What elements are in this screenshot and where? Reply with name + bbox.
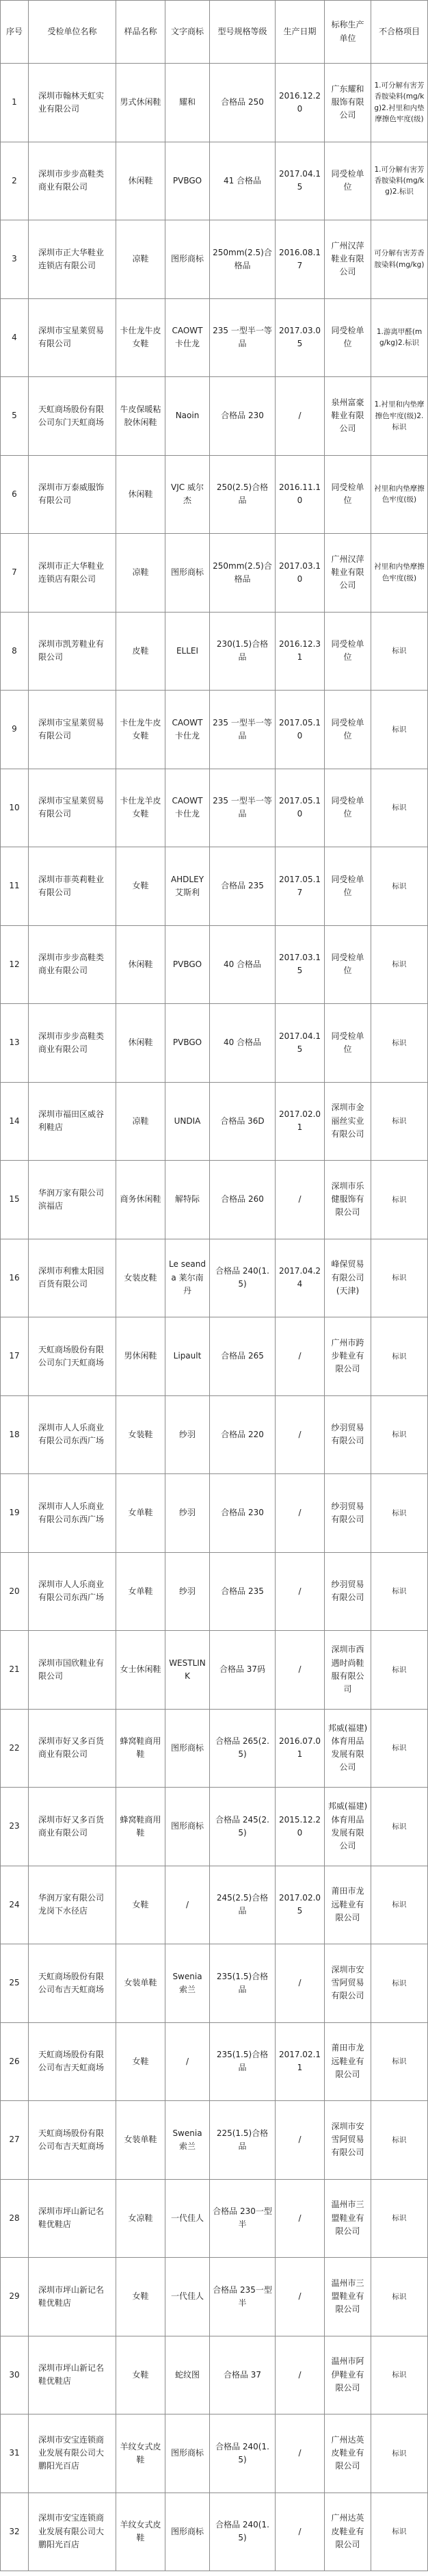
cell-date: 2016.11.10 (276, 456, 325, 534)
cell-sample: 女鞋 (116, 2336, 165, 2415)
cell-model: 合格品 265 (210, 1317, 276, 1396)
cell-failed: 标识 (371, 613, 428, 691)
table-row (1, 64, 428, 142)
cell-seq: 28 (1, 2180, 29, 2258)
cell-failed: 1.游离甲醛(mg/kg)2.标识 (371, 299, 428, 378)
header-brand: 文字商标 (165, 1, 210, 64)
cell-producer: 广州达英皮鞋业有限公司 (325, 2414, 371, 2493)
cell-producer: 深圳市西遇时尚鞋服有限公司 (325, 1631, 371, 1710)
cell-producer: 温州市三盟鞋业有限公司 (325, 2180, 371, 2258)
cell-failed: 1.可分解有害芳香胺染料(mg/kg)2.标识 (371, 142, 428, 221)
cell-failed: 标识 (371, 1161, 428, 1239)
cell-failed: 标识 (371, 1631, 428, 1710)
cell-sample: 女鞋 (116, 1866, 165, 1945)
cell-failed: 标识 (371, 769, 428, 848)
cell-sample: 休闲鞋 (116, 926, 165, 1005)
cell-model: 合格品 235一型半 (210, 2258, 276, 2336)
cell-model: 合格品 37 (210, 2336, 276, 2415)
cell-seq: 10 (1, 769, 29, 848)
cell-date: / (276, 2258, 325, 2336)
cell-seq: 20 (1, 1553, 29, 1632)
cell-model: 250mm(2.5)合格品 (210, 534, 276, 613)
cell-producer: 同受检单位 (325, 142, 371, 221)
cell-seq: 11 (1, 847, 29, 926)
cell-producer: 邦威(福建)体育用品发展有限公司 (325, 1710, 371, 1788)
cell-brand: 纱羽 (165, 1396, 210, 1475)
cell-producer: 同受检单位 (325, 456, 371, 534)
cell-brand: 图形商标 (165, 1710, 210, 1788)
cell-unit: 深圳市步步高鞋类商业有限公司 (29, 142, 116, 221)
cell-date: 2016.08.17 (276, 220, 325, 299)
cell-failed: 标识 (371, 1788, 428, 1866)
cell-sample: 皮鞋 (116, 613, 165, 691)
cell-producer: 泉州富豪鞋业有限公司 (325, 377, 371, 456)
header-unit: 受检单位名称 (29, 1, 116, 64)
table-row (1, 1710, 428, 1788)
cell-failed: 标识 (371, 926, 428, 1005)
cell-unit: 深圳市翰林天虹实业有限公司 (29, 64, 116, 142)
cell-failed: 标识 (371, 2336, 428, 2415)
table-row (1, 2414, 428, 2493)
cell-producer: 深圳市金丽丝实业有限公司 (325, 1083, 371, 1161)
cell-seq: 22 (1, 1710, 29, 1788)
cell-producer: 纱羽贸易有限公司 (325, 1474, 371, 1553)
cell-date: 2017.02.01 (276, 1083, 325, 1161)
cell-failed: 1.可分解有害芳香胺染料(mg/kg)2.衬里和内垫摩擦色牢度(级) (371, 64, 428, 142)
cell-model: 合格品 250 (210, 64, 276, 142)
table-row (1, 613, 428, 691)
table-row (1, 1083, 428, 1161)
cell-sample: 休闲鞋 (116, 456, 165, 534)
cell-model: 235(1.5)合格品 (210, 1944, 276, 2023)
cell-model: 230(1.5)合格品 (210, 613, 276, 691)
table-row (1, 2493, 428, 2572)
cell-model: 合格品 36D (210, 1083, 276, 1161)
cell-sample: 凉鞋 (116, 1083, 165, 1161)
cell-brand: ELLEI (165, 613, 210, 691)
cell-model: 合格品 235 (210, 847, 276, 926)
cell-failed: 标识 (371, 1474, 428, 1553)
cell-brand: WESTLINK (165, 1631, 210, 1710)
cell-sample: 女凉鞋 (116, 2180, 165, 2258)
cell-brand: 纱羽 (165, 1474, 210, 1553)
cell-seq: 1 (1, 64, 29, 142)
table-row (1, 456, 428, 534)
cell-producer: 同受检单位 (325, 847, 371, 926)
cell-date: / (276, 2101, 325, 2180)
table-row (1, 1788, 428, 1866)
cell-brand: CAOWT 卡仕龙 (165, 691, 210, 769)
cell-sample: 凉鞋 (116, 220, 165, 299)
cell-producer: 广州达英皮鞋业有限公司 (325, 2493, 371, 2572)
cell-seq: 16 (1, 1239, 29, 1318)
cell-model: 合格品 230 (210, 377, 276, 456)
cell-date: 2017.04.15 (276, 1004, 325, 1083)
cell-sample: 男式休闲鞋 (116, 64, 165, 142)
cell-date: 2017.02.05 (276, 1866, 325, 1945)
cell-unit: 深圳市人人乐商业有限公司东西广场 (29, 1553, 116, 1632)
cell-unit: 深圳市宝星莱贸易有限公司 (29, 691, 116, 769)
table-row (1, 2180, 428, 2258)
cell-seq: 30 (1, 2336, 29, 2415)
cell-unit: 深圳市坪山新记名鞋优鞋店 (29, 2258, 116, 2336)
cell-sample: 蜂窝鞋商用鞋 (116, 1710, 165, 1788)
cell-producer: 纱羽贸易有限公司 (325, 1396, 371, 1475)
cell-producer: 莆田市龙远鞋业有限公司 (325, 1866, 371, 1945)
table-row (1, 926, 428, 1005)
table-row (1, 1317, 428, 1396)
cell-producer: 邦威(福建)体育用品发展有限公司 (325, 1788, 371, 1866)
cell-sample: 卡仕龙牛皮女鞋 (116, 691, 165, 769)
cell-unit: 深圳市安宝连锁商业发展有限公司大鹏阳光百店 (29, 2493, 116, 2572)
cell-unit: 深圳市凯芳鞋业有限公司 (29, 613, 116, 691)
cell-sample: 女装单鞋 (116, 1944, 165, 2023)
cell-seq: 6 (1, 456, 29, 534)
cell-seq: 8 (1, 613, 29, 691)
cell-model: 合格品 230一型半 (210, 2180, 276, 2258)
cell-sample: 女装皮鞋 (116, 1239, 165, 1318)
cell-producer: 同受检单位 (325, 691, 371, 769)
cell-date: 2016.12.31 (276, 613, 325, 691)
cell-date: / (276, 2180, 325, 2258)
cell-failed: 标识 (371, 1944, 428, 2023)
cell-unit: 深圳市宝星莱贸易有限公司 (29, 299, 116, 378)
cell-brand: 图形商标 (165, 220, 210, 299)
table-row (1, 220, 428, 299)
cell-producer: 同受检单位 (325, 613, 371, 691)
cell-unit: 天虹商场股份有限公司布吉天虹商场 (29, 1944, 116, 2023)
cell-brand: 图形商标 (165, 2414, 210, 2493)
cell-sample: 女鞋 (116, 2023, 165, 2102)
cell-brand: 蛇纹图 (165, 2336, 210, 2415)
cell-unit: 深圳市利雅太阳园百货有限公司 (29, 1239, 116, 1318)
cell-model: 合格品 245(2.5) (210, 1788, 276, 1866)
cell-brand: VJC 威尔杰 (165, 456, 210, 534)
cell-producer: 峰保贸易有限公司(天津) (325, 1239, 371, 1318)
cell-sample: 商务休闲鞋 (116, 1161, 165, 1239)
cell-seq: 3 (1, 220, 29, 299)
cell-sample: 卡仕龙羊皮女鞋 (116, 769, 165, 848)
cell-brand: Le seanda 莱尔南丹 (165, 1239, 210, 1318)
cell-producer: 同受检单位 (325, 926, 371, 1005)
cell-date: / (276, 1474, 325, 1553)
cell-brand: PVBGO (165, 142, 210, 221)
cell-model: 合格品 240(1.5) (210, 2414, 276, 2493)
table-row (1, 377, 428, 456)
cell-date: / (276, 2336, 325, 2415)
table-row (1, 2101, 428, 2180)
table-row (1, 534, 428, 613)
cell-brand: / (165, 2023, 210, 2102)
cell-brand: 一代佳人 (165, 2258, 210, 2336)
cell-date: / (276, 1553, 325, 1632)
cell-date: 2016.12.20 (276, 64, 325, 142)
table-row (1, 1004, 428, 1083)
table-row (1, 2023, 428, 2102)
cell-brand: 纱羽 (165, 1553, 210, 1632)
cell-seq: 31 (1, 2414, 29, 2493)
cell-sample: 女装鞋 (116, 1396, 165, 1475)
cell-sample: 蜂窝鞋商用鞋 (116, 1788, 165, 1866)
cell-producer: 广东耀和服饰有限公司 (325, 64, 371, 142)
cell-model: 合格品 220 (210, 1396, 276, 1475)
cell-date: 2017.02.11 (276, 2023, 325, 2102)
cell-brand: / (165, 1866, 210, 1945)
cell-model: 合格品 230 (210, 1474, 276, 1553)
cell-date: / (276, 2493, 325, 2572)
cell-seq: 26 (1, 2023, 29, 2102)
cell-failed: 标识 (371, 1239, 428, 1318)
cell-unit: 华润万家有限公司滨福店 (29, 1161, 116, 1239)
table-row (1, 1866, 428, 1945)
cell-unit: 深圳市坪山新记名鞋优鞋店 (29, 2336, 116, 2415)
cell-failed: 可分解有害芳香胺染料(mg/kg) (371, 220, 428, 299)
cell-date: 2017.05.10 (276, 769, 325, 848)
table-row (1, 299, 428, 378)
cell-date: 2017.03.05 (276, 299, 325, 378)
cell-sample: 牛皮保暖粘胶休闲鞋 (116, 377, 165, 456)
cell-failed: 标识 (371, 2180, 428, 2258)
cell-brand: 图形商标 (165, 1788, 210, 1866)
cell-seq: 12 (1, 926, 29, 1005)
cell-seq: 14 (1, 1083, 29, 1161)
cell-seq: 29 (1, 2258, 29, 2336)
cell-model: 250(2.5)合格品 (210, 456, 276, 534)
table-row (1, 142, 428, 221)
cell-date: / (276, 1944, 325, 2023)
cell-seq: 7 (1, 534, 29, 613)
header-sample: 样品名称 (116, 1, 165, 64)
header-seq: 序号 (1, 1, 29, 64)
cell-model: 235 一型半一等品 (210, 769, 276, 848)
cell-date: / (276, 1317, 325, 1396)
cell-date: / (276, 1396, 325, 1475)
cell-model: 235 一型半一等品 (210, 299, 276, 378)
cell-brand: 图形商标 (165, 534, 210, 613)
cell-seq: 13 (1, 1004, 29, 1083)
table-row (1, 769, 428, 848)
cell-producer: 纱羽贸易有限公司 (325, 1553, 371, 1632)
cell-unit: 深圳市万泰威服饰有限公司 (29, 456, 116, 534)
cell-sample: 女鞋 (116, 2258, 165, 2336)
cell-failed: 标识 (371, 1553, 428, 1632)
cell-producer: 广州汉萍鞋业有限公司 (325, 534, 371, 613)
cell-seq: 9 (1, 691, 29, 769)
cell-failed: 标识 (371, 2101, 428, 2180)
cell-model: 合格品 260 (210, 1161, 276, 1239)
cell-seq: 5 (1, 377, 29, 456)
cell-failed: 标识 (371, 1317, 428, 1396)
table-row (1, 1161, 428, 1239)
cell-model: 合格品 37码 (210, 1631, 276, 1710)
cell-unit: 天虹商场股份有限公司布吉天虹商场 (29, 2101, 116, 2180)
cell-brand: 解特际 (165, 1161, 210, 1239)
cell-sample: 羊纹女式皮鞋 (116, 2493, 165, 2572)
cell-unit: 深圳市福田区威谷利鞋店 (29, 1083, 116, 1161)
cell-brand: 图形商标 (165, 2493, 210, 2572)
cell-date: 2015.12.20 (276, 1788, 325, 1866)
cell-date: 2017.04.15 (276, 142, 325, 221)
cell-sample: 女单鞋 (116, 1474, 165, 1553)
cell-seq: 4 (1, 299, 29, 378)
cell-failed: 标识 (371, 2414, 428, 2493)
table-row (1, 2258, 428, 2336)
cell-date: 2016.07.01 (276, 1710, 325, 1788)
cell-unit: 华润万家有限公司龙岗下水径店 (29, 1866, 116, 1945)
cell-unit: 深圳市正大华鞋业连锁店有限公司 (29, 534, 116, 613)
cell-unit: 深圳市菲英莉鞋业有限公司 (29, 847, 116, 926)
cell-sample: 女士休闲鞋 (116, 1631, 165, 1710)
cell-date: / (276, 2414, 325, 2493)
cell-brand: CAOWT 卡仕龙 (165, 769, 210, 848)
cell-brand: UNDIA (165, 1083, 210, 1161)
cell-model: 合格品 240(1.5) (210, 1239, 276, 1318)
cell-date: / (276, 1161, 325, 1239)
header-failed: 不合格项目 (371, 1, 428, 64)
cell-unit: 深圳市国欣鞋业有限公司 (29, 1631, 116, 1710)
cell-model: 245(2.5)合格品 (210, 1866, 276, 1945)
cell-sample: 男休闲鞋 (116, 1317, 165, 1396)
cell-producer: 广州市跨步鞋业有限公司 (325, 1317, 371, 1396)
cell-seq: 18 (1, 1396, 29, 1475)
cell-model: 合格品 265(2.5) (210, 1710, 276, 1788)
cell-brand: Naoin (165, 377, 210, 456)
cell-seq: 19 (1, 1474, 29, 1553)
table-row (1, 1553, 428, 1632)
cell-model: 225(1.5)合格品 (210, 2101, 276, 2180)
cell-model: 235(1.5)合格品 (210, 2023, 276, 2102)
cell-failed: 衬里和内垫摩擦色牢度(级) (371, 534, 428, 613)
cell-unit: 深圳市人人乐商业有限公司东西广场 (29, 1474, 116, 1553)
cell-date: / (276, 1631, 325, 1710)
cell-brand: 一代佳人 (165, 2180, 210, 2258)
cell-failed: 衬里和内垫摩擦色牢度(级) (371, 456, 428, 534)
cell-producer: 温州市三盟鞋业有限公司 (325, 2258, 371, 2336)
table-row (1, 1396, 428, 1475)
cell-producer: 莆田市龙远鞋业有限公司 (325, 2023, 371, 2102)
cell-failed: 标识 (371, 2258, 428, 2336)
cell-date: 2017.03.15 (276, 926, 325, 1005)
cell-unit: 深圳市宝星莱贸易有限公司 (29, 769, 116, 848)
cell-sample: 休闲鞋 (116, 1004, 165, 1083)
cell-sample: 休闲鞋 (116, 142, 165, 221)
cell-producer: 深圳市安雪阿贸易有限公司 (325, 2101, 371, 2180)
cell-unit: 天虹商场股份有限公司东门天虹商场 (29, 1317, 116, 1396)
cell-brand: AHDLEY 艾斯利 (165, 847, 210, 926)
cell-failed: 标识 (371, 1396, 428, 1475)
cell-failed: 标识 (371, 847, 428, 926)
cell-seq: 15 (1, 1161, 29, 1239)
cell-producer: 同受检单位 (325, 299, 371, 378)
cell-unit: 天虹商场股份有限公司东门天虹商场 (29, 377, 116, 456)
cell-date: 2017.05.17 (276, 847, 325, 926)
cell-brand: 耀和 (165, 64, 210, 142)
cell-unit: 深圳市步步高鞋类商业有限公司 (29, 926, 116, 1005)
table-row (1, 691, 428, 769)
cell-model: 合格品 235 (210, 1553, 276, 1632)
cell-sample: 卡仕龙牛皮女鞋 (116, 299, 165, 378)
cell-producer: 广州汉萍鞋业有限公司 (325, 220, 371, 299)
cell-seq: 32 (1, 2493, 29, 2572)
cell-date: 2017.05.10 (276, 691, 325, 769)
table-row (1, 1474, 428, 1553)
table-row (1, 1239, 428, 1318)
cell-model: 合格品 240(1.5) (210, 2493, 276, 2572)
cell-seq: 2 (1, 142, 29, 221)
cell-brand: PVBGO (165, 926, 210, 1005)
cell-seq: 25 (1, 1944, 29, 2023)
cell-unit: 深圳市安宝连锁商业发展有限公司大鹏阳光百店 (29, 2414, 116, 2493)
cell-failed: 标识 (371, 1710, 428, 1788)
cell-failed: 标识 (371, 2023, 428, 2102)
cell-sample: 羊纹女式皮鞋 (116, 2414, 165, 2493)
header-model: 型号规格等级 (210, 1, 276, 64)
cell-model: 40 合格品 (210, 926, 276, 1005)
cell-date: / (276, 377, 325, 456)
cell-unit: 深圳市好又多百货商业有限公司 (29, 1788, 116, 1866)
cell-brand: Swenia 索兰 (165, 1944, 210, 2023)
cell-failed: 标识 (371, 1083, 428, 1161)
cell-failed: 1.衬里和内垫摩擦色牢度(级)2.标识 (371, 377, 428, 456)
cell-sample: 女单鞋 (116, 1553, 165, 1632)
cell-brand: PVBGO (165, 1004, 210, 1083)
cell-failed: 标识 (371, 691, 428, 769)
cell-seq: 21 (1, 1631, 29, 1710)
table-row (1, 1944, 428, 2023)
cell-unit: 深圳市好又多百货商业有限公司 (29, 1710, 116, 1788)
cell-model: 40 合格品 (210, 1004, 276, 1083)
cell-seq: 17 (1, 1317, 29, 1396)
header-producer: 标称生产单位 (325, 1, 371, 64)
cell-sample: 凉鞋 (116, 534, 165, 613)
cell-producer: 同受检单位 (325, 769, 371, 848)
cell-seq: 27 (1, 2101, 29, 2180)
cell-brand: CAOWT 卡仕龙 (165, 299, 210, 378)
table-header (1, 1, 428, 64)
cell-date: 2017.04.24 (276, 1239, 325, 1318)
header-date: 生产日期 (276, 1, 325, 64)
cell-model: 235 一型半一等品 (210, 691, 276, 769)
cell-failed: 标识 (371, 2493, 428, 2572)
cell-failed: 标识 (371, 1004, 428, 1083)
cell-unit: 深圳市步步高鞋类商业有限公司 (29, 1004, 116, 1083)
cell-sample: 女装单鞋 (116, 2101, 165, 2180)
cell-brand: Swenia 索兰 (165, 2101, 210, 2180)
cell-failed: 标识 (371, 1866, 428, 1945)
cell-date: 2017.03.10 (276, 534, 325, 613)
cell-sample: 女鞋 (116, 847, 165, 926)
cell-producer: 深圳市安雪阿贸易有限公司 (325, 1944, 371, 2023)
cell-unit: 天虹商场股份有限公司布吉天虹商场 (29, 2023, 116, 2102)
cell-brand: Lipault (165, 1317, 210, 1396)
cell-seq: 23 (1, 1788, 29, 1866)
cell-model: 41 合格品 (210, 142, 276, 221)
cell-producer: 温州市阿伊鞋业有限公司 (325, 2336, 371, 2415)
cell-producer: 同受检单位 (325, 1004, 371, 1083)
cell-seq: 24 (1, 1866, 29, 1945)
table-row (1, 2336, 428, 2415)
cell-unit: 深圳市坪山新记名鞋优鞋店 (29, 2180, 116, 2258)
cell-unit: 深圳市正大华鞋业连锁店有限公司 (29, 220, 116, 299)
cell-model: 250mm(2.5)合格品 (210, 220, 276, 299)
cell-producer: 深圳市乐健服饰有限公司 (325, 1161, 371, 1239)
cell-unit: 深圳市人人乐商业有限公司东西广场 (29, 1396, 116, 1475)
table-row (1, 847, 428, 926)
table-row (1, 1631, 428, 1710)
